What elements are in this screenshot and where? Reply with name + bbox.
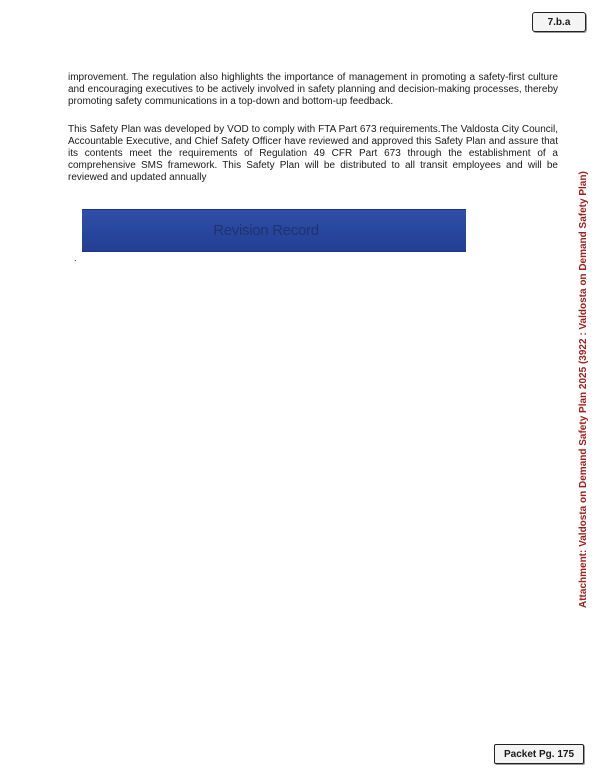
revision-record-title: Revision Record	[213, 222, 319, 239]
attachment-sidebar-label: Attachment: Valdosta on Demand Safety Plan 2025 (3922 : Valdosta on Demand Safety Plan)	[578, 171, 589, 608]
body-paragraph-2: This Safety Plan was developed by VOD to comply with FTA Part 673 requirements.The Valdosta City Council, Accountable Executive, and Chief Safety Officer have reviewed and approved this Safety Plan and assure that its contents meet the requirements of Regulation 49 CFR Part 673 through the establishment of a comprehensive SMS framework. This Safety Plan will be distributed to all transit employees and will be reviewed and updated annually	[68, 124, 558, 183]
item-tag: 7.b.a	[532, 12, 586, 32]
packet-page-number: Packet Pg. 175	[494, 744, 584, 764]
stray-mark: .	[74, 253, 77, 263]
body-paragraph-1: improvement. The regulation also highlights the importance of management in promoting a safety-first culture and encouraging executives to be actively involved in safety planning and decision-making processes, thereby promoting safety communications in a top-down and bottom-up feedback.	[68, 72, 558, 107]
revision-record-banner	[82, 209, 466, 252]
